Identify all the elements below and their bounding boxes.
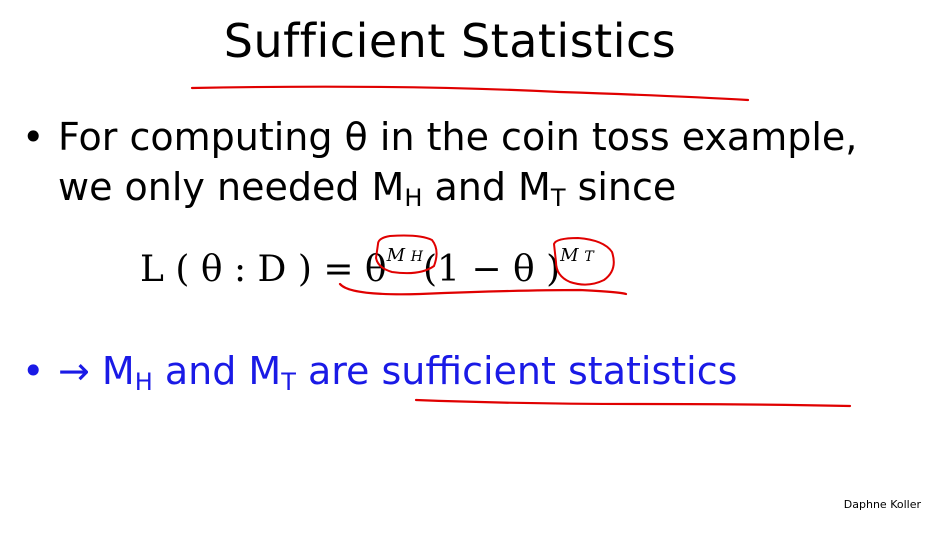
- text-m: M: [89, 349, 135, 393]
- bullet-marker-2: •: [22, 349, 45, 393]
- text-are-sufficient-statistics: are sufficient statistics: [295, 349, 738, 393]
- equation-middle: (1 − θ ): [423, 249, 561, 290]
- arrow-icon: →: [58, 349, 90, 393]
- subscript-h-2: H: [134, 368, 153, 396]
- circle-exponent-mh: [376, 236, 437, 274]
- exponent-mt: M T: [560, 245, 594, 266]
- text-and-m: and M: [422, 165, 551, 209]
- author-credit: Daphne Koller: [843, 498, 921, 511]
- subscript-t: T: [550, 184, 566, 212]
- title-underline: [192, 87, 748, 100]
- circle-exponent-mt: [554, 238, 614, 285]
- bullet-marker: •: [22, 115, 45, 159]
- text-and-m-2: and M: [152, 349, 282, 393]
- text-we-only-needed: we only needed M: [58, 165, 405, 209]
- equation-underline: [340, 284, 626, 294]
- sufficient-statistics-underline: [416, 400, 850, 406]
- bullet-1-line-1: For computing θ in the coin toss example,: [58, 115, 858, 159]
- equation-lhs: L ( θ : D ) = θ: [140, 249, 387, 290]
- exponent-mh: M H: [386, 245, 423, 266]
- slide-title: Sufficient Statistics: [223, 14, 677, 68]
- subscript-t-2: T: [281, 368, 296, 396]
- subscript-h: H: [404, 184, 423, 212]
- text-since: since: [565, 165, 677, 209]
